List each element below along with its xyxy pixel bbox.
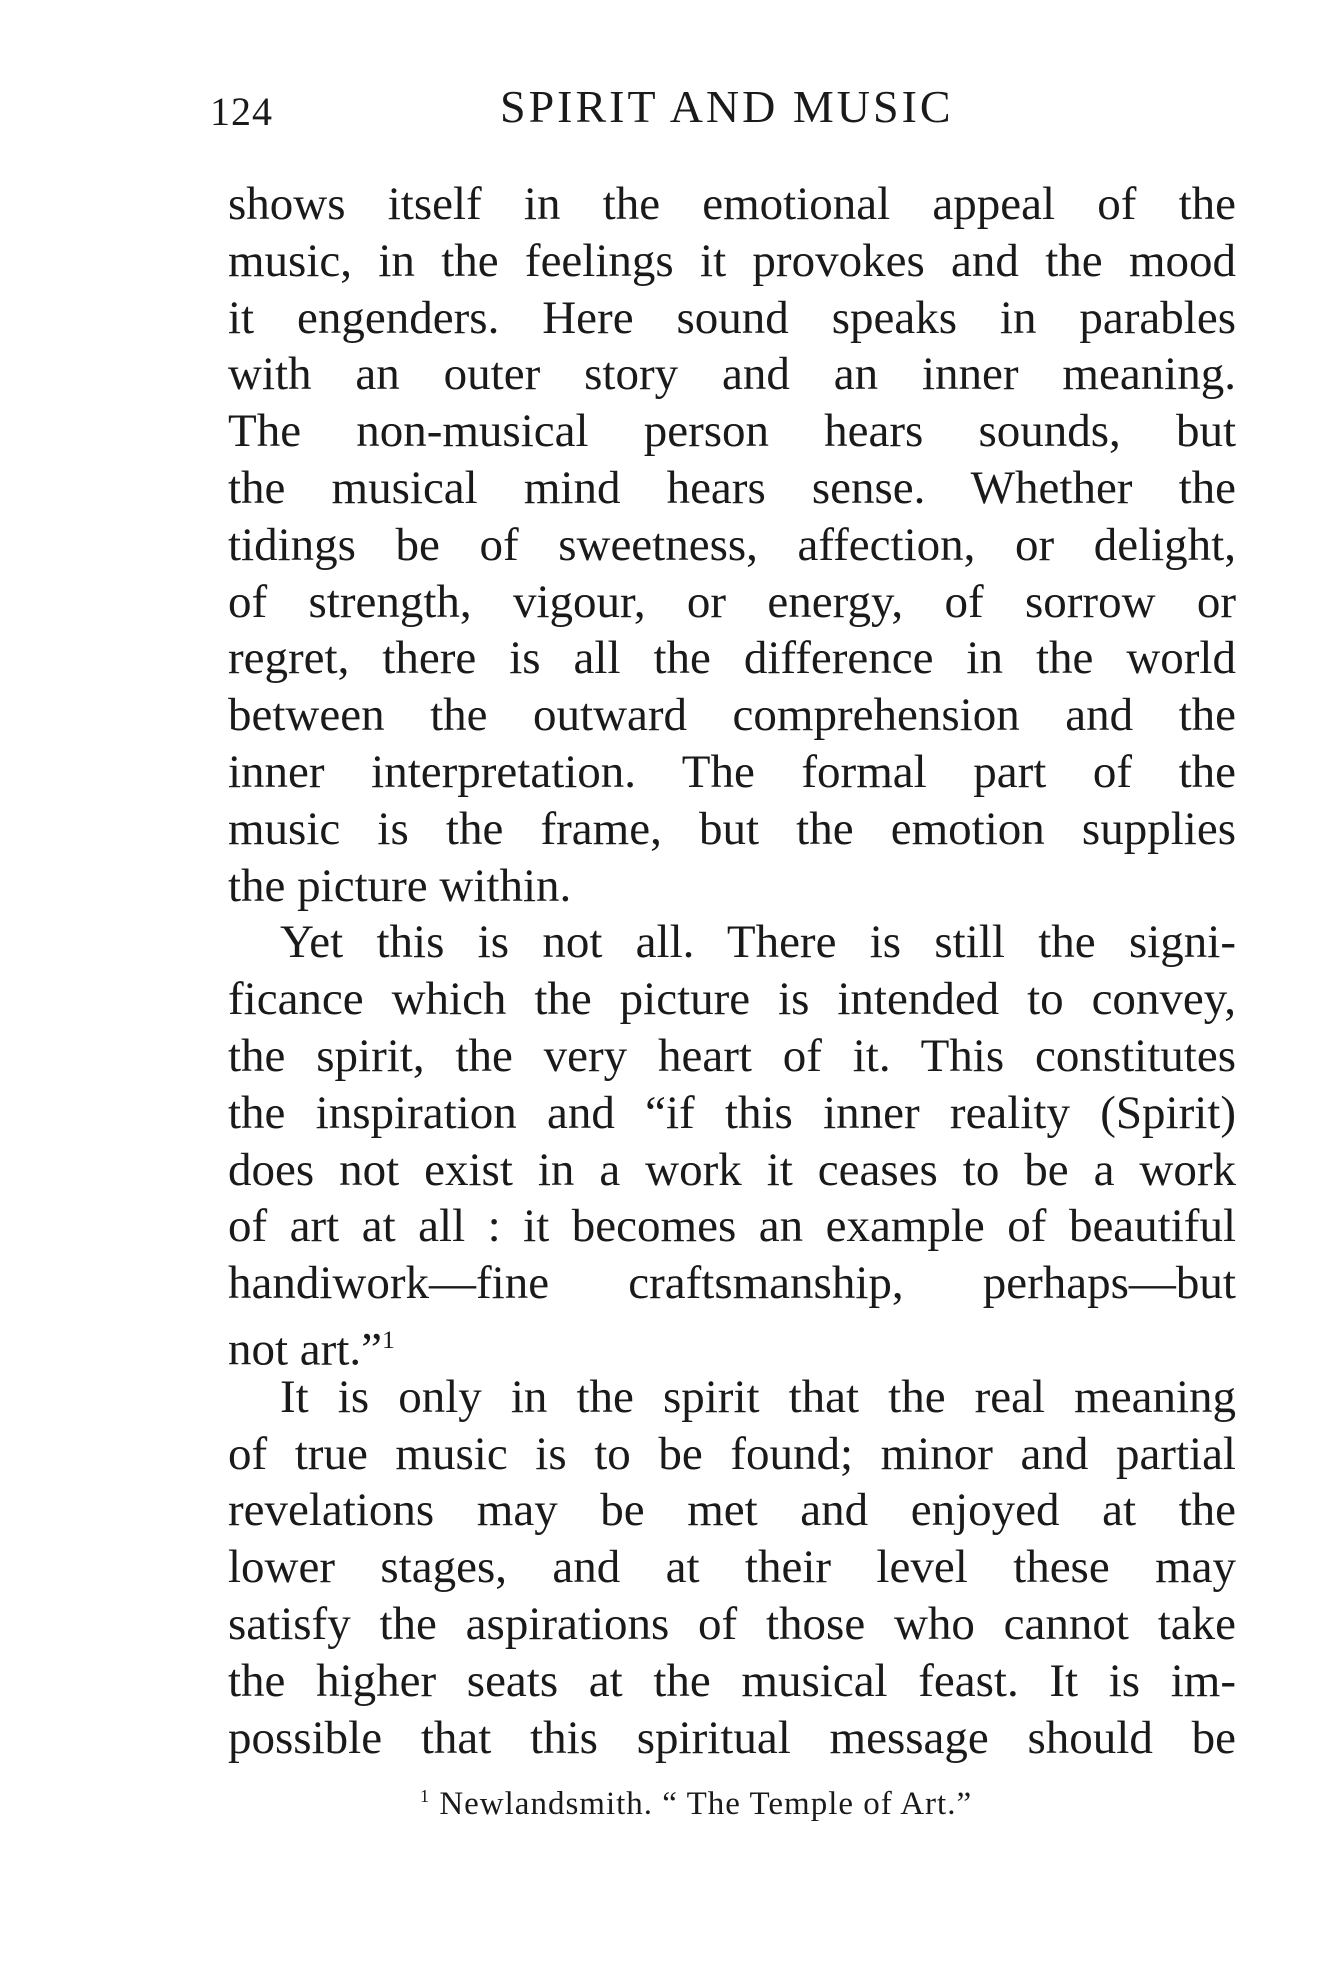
text-line: music is the frame, but the emotion supplies [228, 802, 1236, 855]
text-line: of strength, vigour, or energy, of sorrow or [228, 575, 1236, 628]
text-line: inner interpretation. The formal part of the [228, 745, 1236, 798]
footnote-reference: 1 [382, 1324, 395, 1354]
text-line: between the outward comprehension and the [228, 689, 1236, 742]
page-header [210, 80, 1230, 140]
text-line: of art at all : it becomes an example of beautiful [228, 1200, 1236, 1253]
text-line: does not exist in a work it ceases to be a work [228, 1143, 1236, 1196]
text-line: shows itself in the emotional appeal of the [228, 178, 1236, 230]
text-line: possible that this spiritual message should be [228, 1711, 1236, 1764]
footnote-marker: 1 [420, 1786, 431, 1806]
footnote [420, 1786, 972, 1823]
body-text [228, 176, 1236, 1766]
text-line: It is only in the spirit that the real meaning [280, 1370, 1236, 1423]
footnote-text: Newlandsmith. “ The Temple of Art.” [439, 1786, 973, 1822]
text-line: the inspiration and “if this inner reality (Spirit) [228, 1086, 1236, 1139]
text-line: ficance which the picture is intended to convey, [228, 973, 1236, 1026]
text-line-with-footnote-ref [228, 1312, 1236, 1376]
text-line: music, in the feelings it provokes and the mood [228, 234, 1236, 287]
text-line: revelations may be met and enjoyed at the [228, 1484, 1236, 1537]
text-line: of true music is to be found; minor and partial [228, 1427, 1236, 1480]
text-line: regret, there is all the difference in the world [228, 632, 1236, 685]
text-line: The non-musical person hears sounds, but [228, 405, 1236, 458]
text-line: the musical mind hears sense. Whether the [228, 461, 1236, 514]
text-line: satisfy the aspirations of those who cannot take [228, 1597, 1236, 1650]
text-line: handiwork—fine craftsmanship, perhaps—but [228, 1257, 1236, 1310]
text-line: Yet this is not all. There is still the signi- [280, 916, 1236, 969]
text-line: not art.” [228, 1323, 382, 1376]
text-line: lower stages, and at their level these may [228, 1541, 1236, 1594]
text-line: the higher seats at the musical feast. It is im- [228, 1654, 1236, 1707]
running-head: SPIRIT AND MUSIC [500, 81, 954, 132]
text-line: the spirit, the very heart of it. This constitutes [228, 1029, 1236, 1082]
text-line: the picture within. [228, 859, 572, 912]
text-line: with an outer story and an inner meaning. [228, 348, 1236, 401]
text-line: it engenders. Here sound speaks in parables [228, 291, 1236, 344]
page-number: 124 [210, 89, 273, 134]
text-line: tidings be of sweetness, affection, or delight, [228, 518, 1236, 571]
